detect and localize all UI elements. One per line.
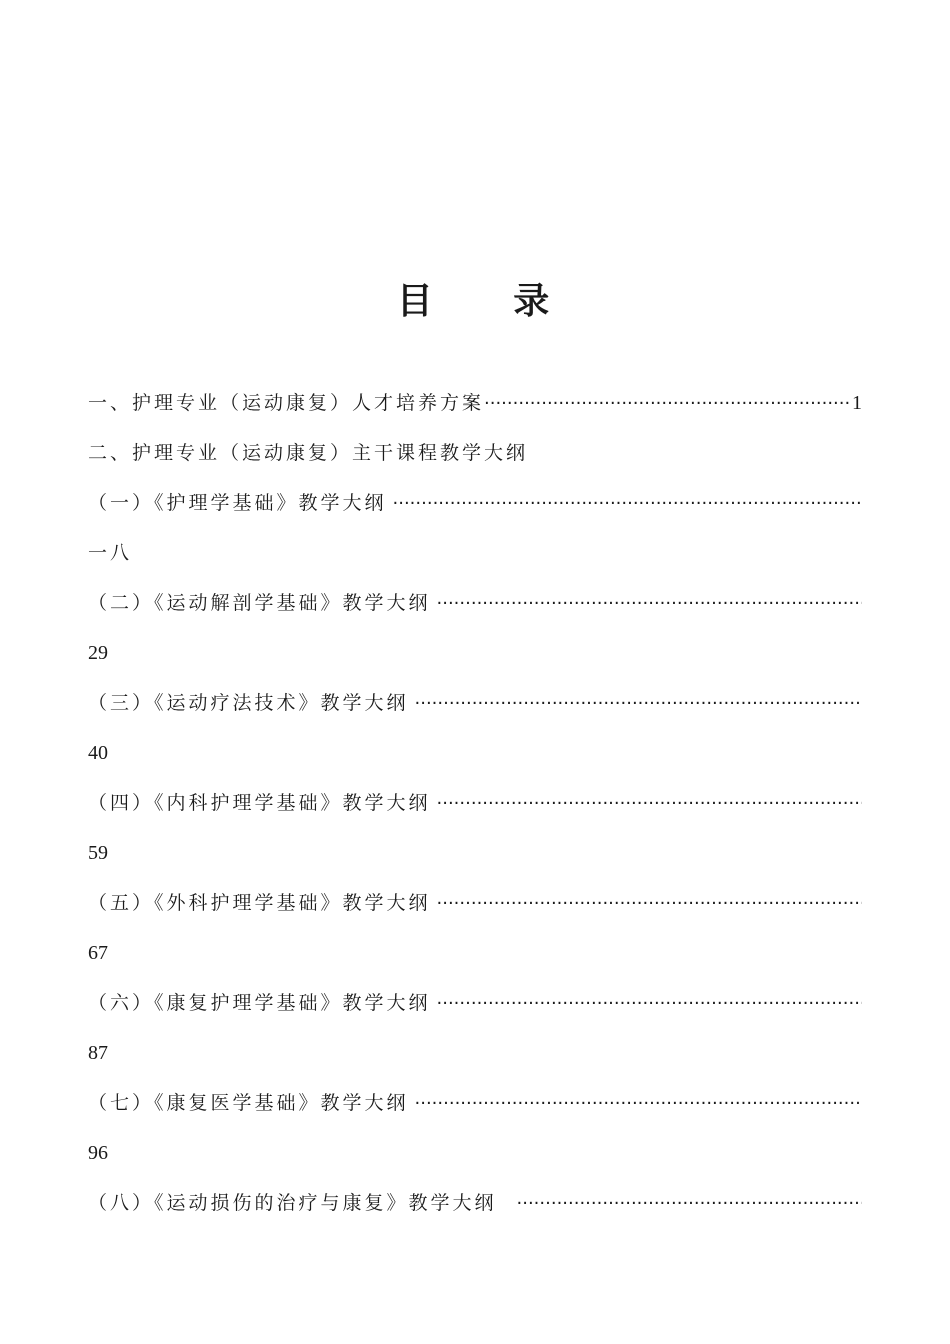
toc-page-continuation — [88, 628, 862, 678]
dot-leader — [393, 479, 862, 528]
dot-leader — [484, 379, 852, 428]
toc-page-number: 87 — [88, 1042, 108, 1064]
toc-entry-label: （四）《内科护理学基础》教学大纲 — [88, 792, 431, 814]
toc-entry[interactable] — [88, 1178, 862, 1228]
table-of-contents — [88, 378, 862, 1228]
toc-entry[interactable] — [88, 578, 862, 628]
toc-entry[interactable] — [88, 878, 862, 928]
toc-entry-label: （三）《运动疗法技术》教学大纲 — [88, 692, 409, 714]
toc-entry[interactable] — [88, 378, 862, 428]
dot-leader — [437, 579, 862, 628]
toc-entry-label: 二、护理专业（运动康复）主干课程教学大纲 — [88, 442, 529, 464]
toc-entry[interactable] — [88, 428, 862, 478]
toc-entry-label: （二）《运动解剖学基础》教学大纲 — [88, 592, 431, 614]
dot-leader — [437, 979, 862, 1028]
toc-page-continuation — [88, 728, 862, 778]
toc-page-continuation — [88, 828, 862, 878]
toc-page-number: 67 — [88, 942, 108, 964]
page-title: 目 录 — [396, 281, 584, 322]
toc-entry-label: （七）《康复医学基础》教学大纲 — [88, 1092, 409, 1114]
dot-leader — [437, 779, 862, 828]
toc-page-number: 29 — [88, 642, 108, 664]
toc-page-number: 40 — [88, 742, 108, 764]
toc-page-continuation — [88, 1028, 862, 1078]
toc-page-continuation — [88, 928, 862, 978]
toc-page-number: 一八 — [88, 542, 133, 564]
toc-page-number: 1 — [852, 392, 862, 414]
toc-entry-label: （八）《运动损伤的治疗与康复》教学大纲 — [88, 1192, 497, 1214]
toc-entry[interactable] — [88, 1078, 862, 1128]
toc-page-number: 59 — [88, 842, 108, 864]
toc-entry-label: （一）《护理学基础》教学大纲 — [88, 492, 387, 514]
toc-entry-label: （五）《外科护理学基础》教学大纲 — [88, 892, 431, 914]
dot-leader — [437, 879, 862, 928]
toc-page-continuation — [88, 1128, 862, 1178]
toc-entry[interactable] — [88, 978, 862, 1028]
toc-page-continuation — [88, 528, 862, 578]
dot-leader — [415, 1079, 862, 1128]
dot-leader — [517, 1179, 862, 1228]
dot-leader — [415, 679, 862, 728]
toc-entry[interactable] — [88, 478, 862, 528]
toc-entry[interactable] — [88, 778, 862, 828]
toc-entry-label: （六）《康复护理学基础》教学大纲 — [88, 992, 431, 1014]
toc-entry[interactable] — [88, 678, 862, 728]
toc-page-number: 96 — [88, 1142, 108, 1164]
toc-entry-label: 一、护理专业（运动康复）人才培养方案 — [88, 392, 485, 414]
